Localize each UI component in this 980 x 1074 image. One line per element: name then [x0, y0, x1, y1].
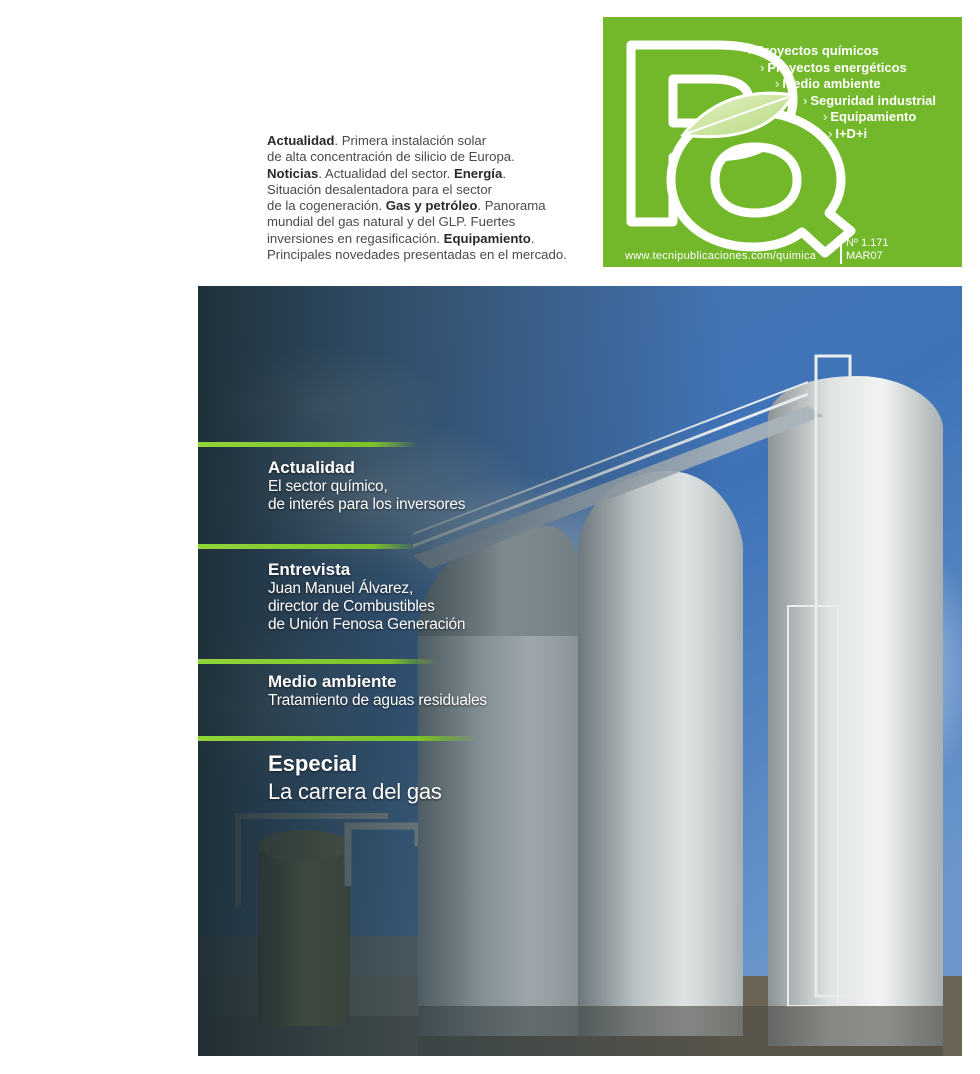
section-label: I+D+i: [835, 125, 868, 141]
issue-date: MAR07: [846, 250, 883, 262]
section-item: [803, 93, 936, 110]
issue-separator: [840, 238, 842, 264]
section-item: [828, 126, 867, 143]
summary-text: . Panorama: [477, 198, 546, 214]
section-item: [775, 76, 881, 93]
headline-title: Entrevista: [268, 560, 351, 579]
issue-summary: [267, 133, 597, 263]
headline-title: Especial: [268, 751, 358, 776]
summary-text: . Actualidad del sector.: [318, 165, 454, 181]
summary-text: Situación desalentadora para el sector: [267, 181, 493, 197]
chevron-right-icon: ›: [760, 59, 765, 75]
headline-text: La carrera del gas: [268, 779, 442, 804]
headline-divider: [198, 544, 418, 549]
gas-tanks-illustration: [198, 286, 962, 1056]
summary-keyword: Actualidad: [267, 133, 335, 148]
headline-title: Medio ambiente: [268, 672, 397, 691]
section-item: [823, 109, 916, 126]
headline-text: de interés para los inversores: [268, 496, 466, 513]
summary-text: . Primera instalación solar: [334, 133, 487, 148]
headline-text: Juan Manuel Álvarez,: [268, 580, 414, 597]
chevron-right-icon: ›: [748, 43, 753, 58]
section-item: [748, 43, 879, 60]
summary-text: inversiones en regasificación.: [267, 230, 444, 246]
headline-text: de Unión Fenosa Generación: [268, 616, 466, 633]
headline-text: Tratamiento de aguas residuales: [268, 692, 487, 709]
chevron-right-icon: ›: [823, 109, 828, 124]
chevron-right-icon: ›: [803, 92, 808, 108]
section-label: Proyectos energéticos: [767, 59, 907, 75]
headline-divider: [198, 659, 438, 664]
headline-title: Actualidad: [268, 458, 355, 477]
summary-line: [267, 182, 597, 198]
section-label: Seguridad industrial: [810, 92, 937, 108]
summary-line: [267, 247, 597, 263]
headline-text: El sector químico,: [268, 478, 388, 495]
chevron-right-icon: ›: [828, 125, 833, 141]
logo-footer: [603, 234, 962, 267]
section-label: Equipamiento: [830, 109, 917, 124]
summary-line: [267, 166, 597, 182]
headline-text: director de Combustibles: [268, 598, 435, 615]
magazine-url[interactable]: www.tecnipublicaciones.com/quimica: [625, 250, 817, 262]
section-item: [760, 60, 907, 77]
issue-info: [846, 237, 889, 263]
summary-line: [267, 214, 597, 230]
summary-keyword: Gas y petróleo: [385, 198, 478, 214]
summary-line: [267, 231, 597, 247]
headline-divider: [198, 736, 480, 741]
summary-line: [267, 133, 597, 149]
summary-text: de la cogeneración.: [267, 198, 386, 214]
chevron-right-icon: ›: [775, 76, 780, 91]
magazine-logo-block: [603, 17, 962, 267]
summary-keyword: Noticias: [267, 165, 319, 181]
issue-number: Nº 1.171: [846, 237, 889, 249]
summary-text: mundial del gas natural y del GLP. Fuertes: [267, 214, 516, 230]
headline-divider: [198, 442, 418, 447]
section-label: Proyectos químicos: [755, 43, 879, 58]
summary-text: .: [530, 230, 535, 246]
summary-keyword: Energía: [453, 165, 503, 181]
cover-photo: [198, 286, 962, 1056]
summary-text: Principales novedades presentadas en el mercado.: [267, 247, 567, 263]
summary-line: [267, 198, 597, 214]
summary-text: .: [502, 165, 506, 181]
summary-text: de alta concentración de silicio de Europa.: [267, 149, 515, 165]
summary-keyword: Equipamiento: [443, 230, 531, 246]
summary-line: [267, 149, 597, 165]
section-label: Medio ambiente: [782, 76, 881, 91]
